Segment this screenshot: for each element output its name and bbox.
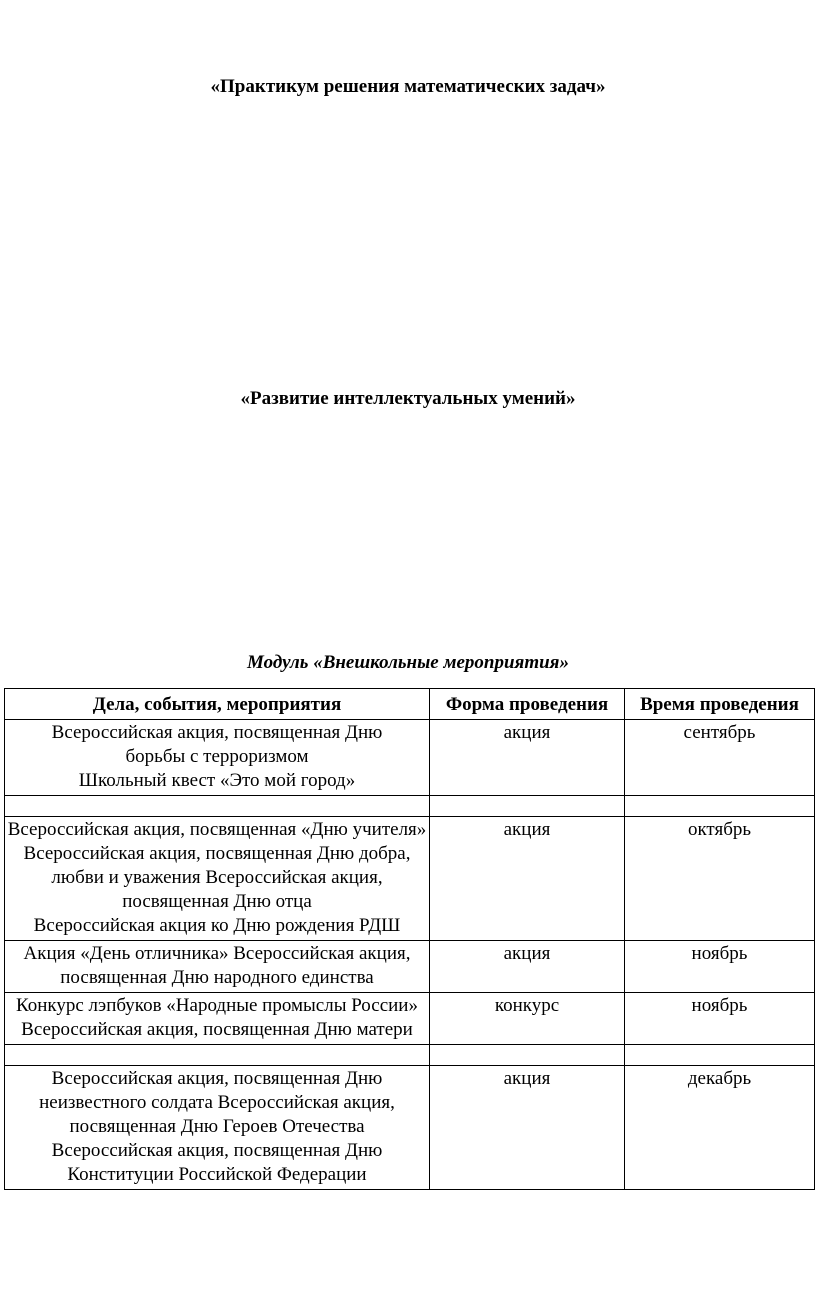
empty-cell bbox=[430, 796, 625, 817]
events-cell bbox=[5, 720, 430, 796]
event-line: борьбы с терроризмом bbox=[125, 746, 309, 767]
table-row bbox=[5, 720, 815, 796]
empty-cell bbox=[5, 796, 430, 817]
event-line: Всероссийская акция, посвященная Дню неизвестного солдата Всероссийская акция, посвященная Дню Героев Отечества bbox=[39, 1068, 395, 1137]
empty-row bbox=[5, 796, 815, 817]
event-line: Школьный квест «Это мой город» bbox=[78, 770, 356, 791]
header-events: Дела, события, мероприятия bbox=[5, 689, 430, 720]
event-line: Всероссийская акция, посвященная Дню Конституции Российской Федерации bbox=[51, 1140, 383, 1185]
time-cell: ноябрь bbox=[625, 941, 815, 993]
time-cell: ноябрь bbox=[625, 993, 815, 1045]
event-line: Всероссийская акция, посвященная Дню добра, любви и уважения Всероссийская акция, посвященная Дню отца bbox=[23, 843, 411, 912]
form-cell: акция bbox=[430, 941, 625, 993]
table-row bbox=[5, 1066, 815, 1190]
events-cell bbox=[5, 1066, 430, 1190]
events-cell bbox=[5, 817, 430, 941]
document-title-intellectual: «Развитие интеллектуальных умений» bbox=[240, 388, 576, 409]
time-cell: декабрь bbox=[625, 1066, 815, 1190]
event-line: Всероссийская акция, посвященная Дню bbox=[51, 722, 383, 743]
event-line: Конкурс лэпбуков «Народные промыслы России» Всероссийская акция, посвященная Дню матери bbox=[16, 995, 418, 1040]
empty-row bbox=[5, 1045, 815, 1066]
event-line: Акция «День отличника» Всероссийская акция, посвященная Дню народного единства bbox=[23, 943, 411, 988]
events-table bbox=[4, 688, 815, 1190]
form-cell: акция bbox=[430, 720, 625, 796]
empty-cell bbox=[625, 1045, 815, 1066]
document-title-math: «Практикум решения математических задач» bbox=[210, 76, 606, 97]
form-cell: конкурс bbox=[430, 993, 625, 1045]
events-cell bbox=[5, 941, 430, 993]
empty-cell bbox=[430, 1045, 625, 1066]
time-cell: сентябрь bbox=[625, 720, 815, 796]
empty-cell bbox=[5, 1045, 430, 1066]
empty-cell bbox=[625, 796, 815, 817]
table-row bbox=[5, 941, 815, 993]
event-line: Всероссийская акция ко Дню рождения РДШ bbox=[33, 915, 401, 936]
header-time: Время проведения bbox=[625, 689, 815, 720]
event-line: Всероссийская акция, посвященная «Дню учителя» bbox=[7, 819, 427, 840]
table-row bbox=[5, 817, 815, 941]
form-cell: акция bbox=[430, 817, 625, 941]
time-cell: октябрь bbox=[625, 817, 815, 941]
events-cell bbox=[5, 993, 430, 1045]
table-row bbox=[5, 993, 815, 1045]
table-header-row bbox=[5, 689, 815, 720]
form-cell: акция bbox=[430, 1066, 625, 1190]
header-form: Форма проведения bbox=[430, 689, 625, 720]
module-title: Модуль «Внешкольные мероприятия» bbox=[247, 652, 569, 673]
